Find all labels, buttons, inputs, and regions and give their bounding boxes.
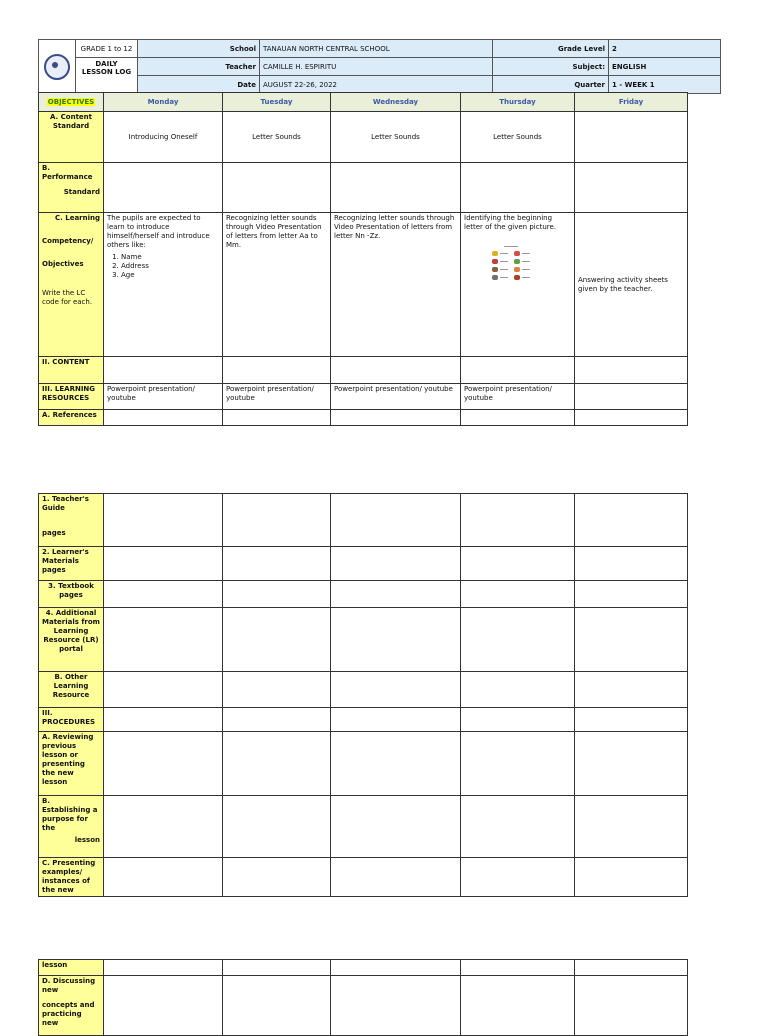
empty-cell bbox=[461, 672, 575, 708]
objectives-heading: OBJECTIVES bbox=[39, 93, 104, 112]
empty-cell bbox=[104, 547, 223, 581]
cell-ref-thursday bbox=[461, 410, 575, 426]
purpose-row bbox=[39, 796, 688, 858]
references-row bbox=[39, 410, 688, 426]
empty-cell bbox=[575, 960, 688, 976]
grade-level-value: 2 bbox=[609, 40, 721, 58]
empty-cell bbox=[223, 581, 331, 608]
performance-standard-row bbox=[39, 163, 688, 213]
school-value: TANAUAN NORTH CENTRAL SCHOOL bbox=[260, 40, 493, 58]
days-header-row bbox=[39, 93, 688, 112]
lesson-continued-row bbox=[39, 960, 688, 976]
empty-cell bbox=[575, 732, 688, 796]
additional-materials-row bbox=[39, 608, 688, 672]
cell-resources-friday bbox=[575, 384, 688, 410]
other-resource-label: B. Other Learning Resource bbox=[39, 672, 104, 708]
empty-cell bbox=[223, 708, 331, 732]
empty-cell bbox=[223, 960, 331, 976]
empty-cell bbox=[104, 976, 223, 1036]
additional-materials-label: 4. Additional Materials from Learning Resource (LR) portal bbox=[39, 608, 104, 672]
teacher-value: CAMILLE H. ESPIRITU bbox=[260, 58, 493, 76]
cell-performance-tuesday bbox=[223, 163, 331, 213]
grade-level-label: Grade Level bbox=[493, 40, 609, 58]
empty-cell bbox=[104, 672, 223, 708]
cell-performance-friday bbox=[575, 163, 688, 213]
learning-resources-row bbox=[39, 384, 688, 410]
references-label: A. References bbox=[39, 410, 104, 426]
empty-cell bbox=[461, 732, 575, 796]
empty-cell bbox=[223, 732, 331, 796]
empty-cell bbox=[223, 858, 331, 897]
other-resource-row bbox=[39, 672, 688, 708]
cell-ref-monday bbox=[104, 410, 223, 426]
empty-cell bbox=[104, 858, 223, 897]
empty-cell bbox=[223, 547, 331, 581]
empty-cell bbox=[575, 547, 688, 581]
cell-content-thursday: Letter Sounds bbox=[461, 112, 575, 163]
content-row bbox=[39, 357, 688, 384]
empty-cell bbox=[575, 796, 688, 858]
presenting-row bbox=[39, 858, 688, 897]
reviewing-label: A. Reviewing previous lesson or presenting the new lesson bbox=[39, 732, 104, 796]
cell-competency-wednesday: Recognizing letter sounds through Video Presentation of letters from letter Nn -Zz. bbox=[331, 213, 461, 357]
resources-procedures-table bbox=[38, 493, 688, 897]
header-table bbox=[38, 39, 721, 94]
discussing-label: D. Discussing new concepts and practicing new bbox=[39, 976, 104, 1036]
empty-cell bbox=[331, 708, 461, 732]
empty-cell bbox=[331, 796, 461, 858]
worksheet-thumbnail bbox=[490, 246, 534, 282]
discussing-row bbox=[39, 976, 688, 1036]
empty-cell bbox=[223, 608, 331, 672]
cell-content-wednesday: Letter Sounds bbox=[331, 112, 461, 163]
cell-competency-monday: The pupils are expected to learn to introduce himself/herself and introduce others like: 1. Name 2. Address 3. Age bbox=[104, 213, 223, 357]
content-standard-row bbox=[39, 112, 688, 163]
quarter-value: 1 - WEEK 1 bbox=[609, 76, 721, 94]
empty-cell bbox=[331, 494, 461, 547]
content-label: II. CONTENT bbox=[39, 357, 104, 384]
empty-cell bbox=[575, 608, 688, 672]
school-label: School bbox=[138, 40, 260, 58]
cell-content2-friday bbox=[575, 357, 688, 384]
date-label: Date bbox=[138, 76, 260, 94]
procedures-row bbox=[39, 708, 688, 732]
cell-resources-thursday: Powerpoint presentation/ youtube bbox=[461, 384, 575, 410]
cell-content2-tuesday bbox=[223, 357, 331, 384]
empty-cell bbox=[104, 581, 223, 608]
procedures-continued-table bbox=[38, 959, 688, 1036]
cell-content-monday: Introducing Oneself bbox=[104, 112, 223, 163]
cell-content2-wednesday bbox=[331, 357, 461, 384]
empty-cell bbox=[331, 608, 461, 672]
cell-ref-friday bbox=[575, 410, 688, 426]
empty-cell bbox=[104, 960, 223, 976]
objectives-table bbox=[38, 92, 688, 426]
cell-content-tuesday: Letter Sounds bbox=[223, 112, 331, 163]
purpose-label: B. Establishing a purpose for the lesson bbox=[39, 796, 104, 858]
learning-resources-label: III. LEARNING RESOURCES bbox=[39, 384, 104, 410]
empty-cell bbox=[575, 581, 688, 608]
empty-cell bbox=[575, 708, 688, 732]
presenting-label: C. Presenting examples/ instances of the new bbox=[39, 858, 104, 897]
performance-standard-label: B. Performance Standard bbox=[39, 163, 104, 213]
cell-performance-thursday bbox=[461, 163, 575, 213]
learning-competency-label: C. Learning Competency/ Objectives Write the LC code for each. bbox=[39, 213, 104, 357]
empty-cell bbox=[104, 608, 223, 672]
empty-cell bbox=[461, 494, 575, 547]
textbook-label: 3. Textbook pages bbox=[39, 581, 104, 608]
empty-cell bbox=[104, 732, 223, 796]
empty-cell bbox=[104, 708, 223, 732]
teachers-guide-label: 1. Teacher's Guide pages bbox=[39, 494, 104, 547]
cell-competency-friday: Answering activity sheets given by the teacher. bbox=[575, 213, 688, 357]
teacher-label: Teacher bbox=[138, 58, 260, 76]
log-title: DAILY LESSON LOG bbox=[76, 58, 138, 94]
empty-cell bbox=[223, 494, 331, 547]
day-tuesday: Tuesday bbox=[223, 93, 331, 112]
empty-cell bbox=[575, 858, 688, 897]
cell-content2-monday bbox=[104, 357, 223, 384]
cell-content2-thursday bbox=[461, 357, 575, 384]
empty-cell bbox=[104, 796, 223, 858]
reviewing-row bbox=[39, 732, 688, 796]
empty-cell bbox=[575, 494, 688, 547]
date-value: AUGUST 22-26, 2022 bbox=[260, 76, 493, 94]
cell-content-friday bbox=[575, 112, 688, 163]
cell-ref-tuesday bbox=[223, 410, 331, 426]
empty-cell bbox=[331, 960, 461, 976]
empty-cell bbox=[461, 960, 575, 976]
empty-cell bbox=[331, 976, 461, 1036]
empty-cell bbox=[223, 976, 331, 1036]
cell-resources-tuesday: Powerpoint presentation/ youtube bbox=[223, 384, 331, 410]
empty-cell bbox=[461, 976, 575, 1036]
empty-cell bbox=[331, 732, 461, 796]
empty-cell bbox=[331, 858, 461, 897]
cell-performance-wednesday bbox=[331, 163, 461, 213]
subject-label: Subject: bbox=[493, 58, 609, 76]
learners-materials-label: 2. Learner's Materials pages bbox=[39, 547, 104, 581]
teachers-guide-row bbox=[39, 494, 688, 547]
learning-competency-row bbox=[39, 213, 688, 357]
deped-seal-icon bbox=[44, 54, 70, 80]
content-standard-label: A. Content Standard bbox=[39, 112, 104, 163]
textbook-row bbox=[39, 581, 688, 608]
empty-cell bbox=[223, 796, 331, 858]
day-monday: Monday bbox=[104, 93, 223, 112]
empty-cell bbox=[331, 672, 461, 708]
empty-cell bbox=[331, 547, 461, 581]
cell-resources-wednesday: Powerpoint presentation/ youtube bbox=[331, 384, 461, 410]
cell-resources-monday: Powerpoint presentation/ youtube bbox=[104, 384, 223, 410]
cell-competency-thursday: Identifying the beginning letter of the given picture. bbox=[461, 213, 575, 357]
empty-cell bbox=[575, 976, 688, 1036]
lesson-continued-label: lesson bbox=[39, 960, 104, 976]
cell-competency-tuesday: Recognizing letter sounds through Video Presentation of letters from letter Aa to Mm. bbox=[223, 213, 331, 357]
subject-value: ENGLISH bbox=[609, 58, 721, 76]
empty-cell bbox=[461, 796, 575, 858]
empty-cell bbox=[104, 494, 223, 547]
day-wednesday: Wednesday bbox=[331, 93, 461, 112]
learners-materials-row bbox=[39, 547, 688, 581]
day-thursday: Thursday bbox=[461, 93, 575, 112]
empty-cell bbox=[461, 581, 575, 608]
empty-cell bbox=[461, 858, 575, 897]
procedures-label: III. PROCEDURES bbox=[39, 708, 104, 732]
monday-list: 1. Name 2. Address 3. Age bbox=[107, 253, 219, 280]
empty-cell bbox=[461, 608, 575, 672]
logo-cell bbox=[39, 40, 76, 94]
cell-performance-monday bbox=[104, 163, 223, 213]
grade-range: GRADE 1 to 12 bbox=[76, 40, 138, 58]
empty-cell bbox=[575, 672, 688, 708]
empty-cell bbox=[331, 581, 461, 608]
empty-cell bbox=[223, 672, 331, 708]
empty-cell bbox=[461, 547, 575, 581]
empty-cell bbox=[461, 708, 575, 732]
day-friday: Friday bbox=[575, 93, 688, 112]
cell-ref-wednesday bbox=[331, 410, 461, 426]
quarter-label: Quarter bbox=[493, 76, 609, 94]
